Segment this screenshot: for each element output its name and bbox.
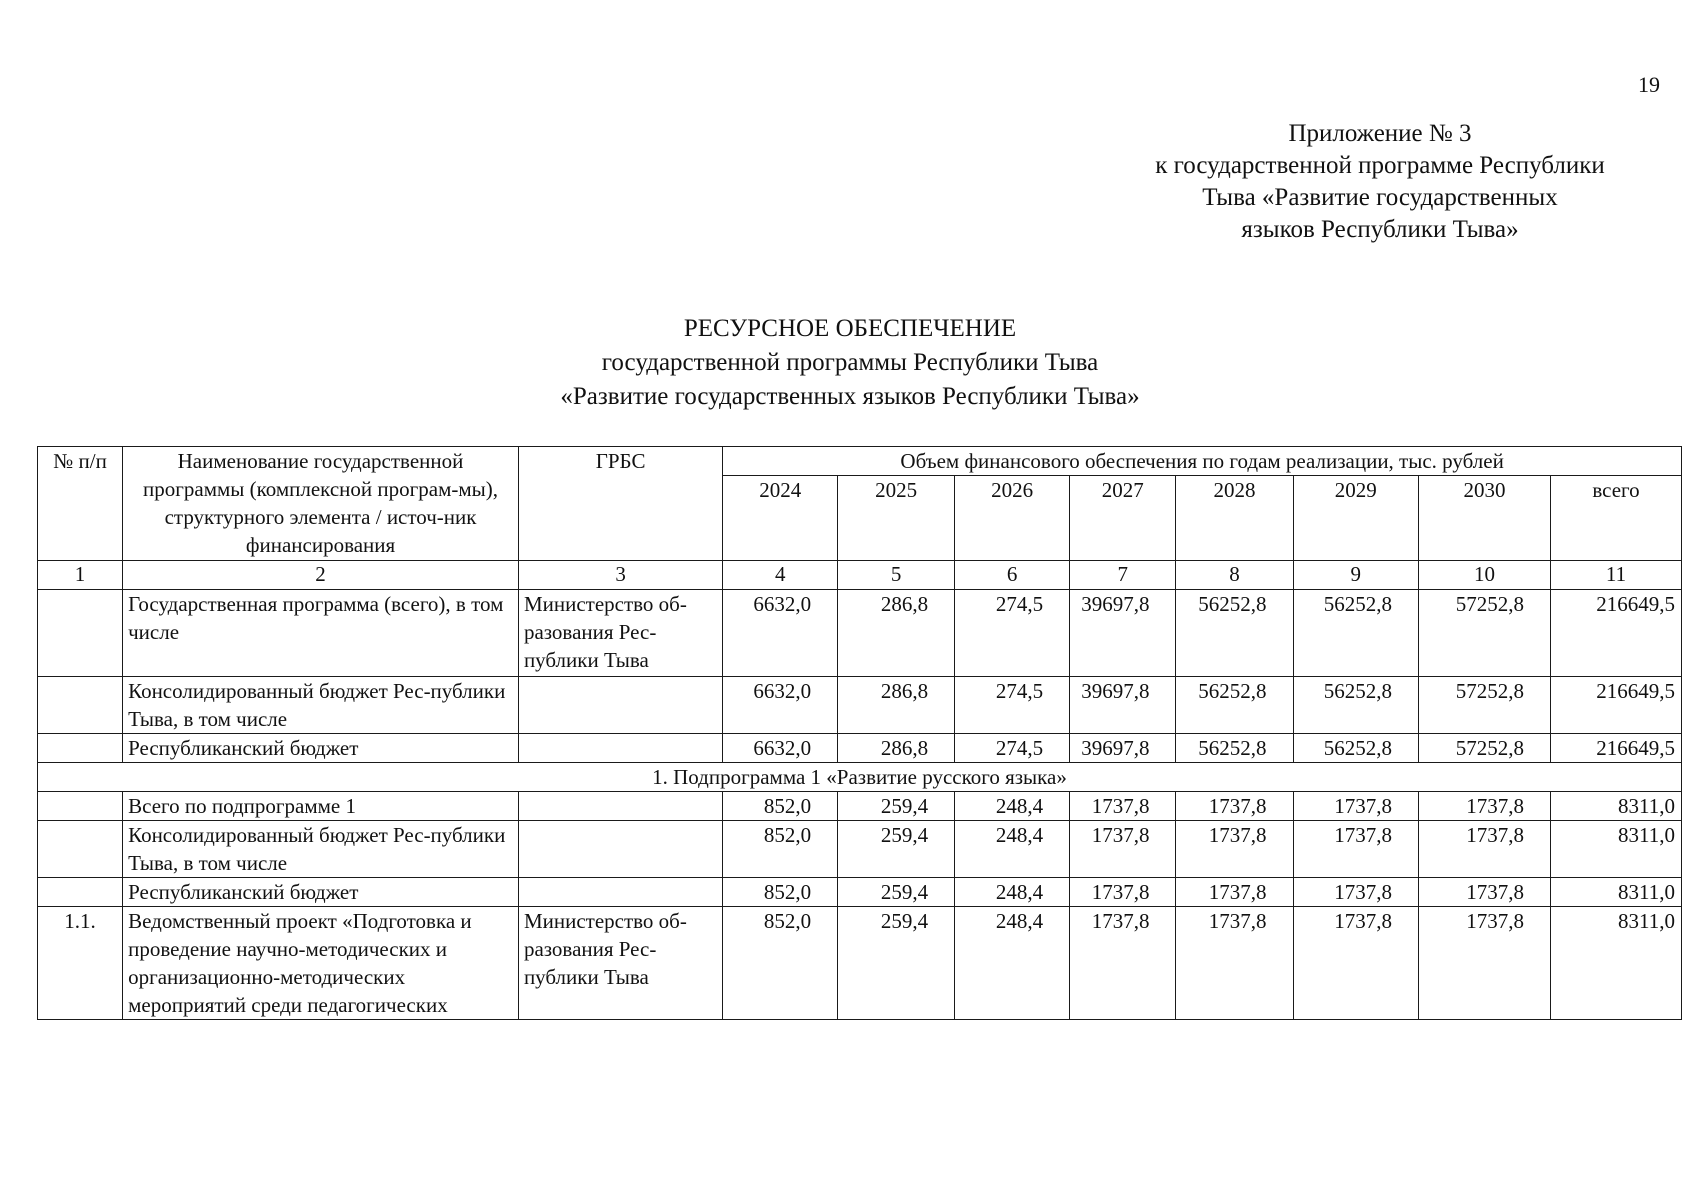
row-total-value: 216649,5	[1550, 677, 1681, 734]
row-year-value: 259,4	[838, 907, 955, 1020]
column-index: 9	[1293, 561, 1419, 590]
column-index: 2	[123, 561, 519, 590]
header-total: всего	[1550, 476, 1681, 561]
row-year-value: 57252,8	[1419, 590, 1551, 677]
row-year-value: 286,8	[838, 590, 955, 677]
row-year-value: 56252,8	[1293, 734, 1419, 763]
heading-line: РЕСУРСНОЕ ОБЕСПЕЧЕНИЕ	[683, 315, 1017, 342]
row-number: 1.1.	[38, 907, 123, 1020]
header-year: 2030	[1419, 476, 1551, 561]
appendix-line: Приложение № 3	[1288, 120, 1472, 147]
row-year-value: 39697,8	[1070, 590, 1176, 677]
row-year-value: 274,5	[955, 734, 1070, 763]
table-row	[38, 821, 1682, 878]
header-year: 2024	[723, 476, 838, 561]
row-grbs: Министерство об-разования Рес-публики Тыва	[518, 907, 722, 1020]
row-year-value: 39697,8	[1070, 677, 1176, 734]
row-year-value: 39697,8	[1070, 734, 1176, 763]
row-year-value: 57252,8	[1419, 734, 1551, 763]
row-year-value: 259,4	[838, 792, 955, 821]
header-year: 2029	[1293, 476, 1419, 561]
heading-line: «Развитие государственных языков Республики Тыва»	[560, 383, 1140, 410]
appendix-line: к государственной программе Республики	[1155, 152, 1605, 179]
row-year-value: 259,4	[838, 878, 955, 907]
row-year-value: 1737,8	[1419, 792, 1551, 821]
row-year-value: 1737,8	[1293, 792, 1419, 821]
row-year-value: 852,0	[723, 792, 838, 821]
row-year-value: 56252,8	[1176, 590, 1293, 677]
row-year-value: 1737,8	[1419, 821, 1551, 878]
row-grbs	[518, 792, 722, 821]
row-grbs: Министерство об-разования Рес-публики Тыва	[518, 590, 722, 677]
row-year-value: 56252,8	[1176, 677, 1293, 734]
row-name: Государственная программа (всего), в том числе	[123, 590, 519, 677]
heading-line: государственной программы Республики Тыва	[601, 349, 1099, 376]
row-total-value: 216649,5	[1550, 734, 1681, 763]
row-name: Республиканский бюджет	[123, 734, 519, 763]
row-total-value: 8311,0	[1550, 792, 1681, 821]
row-year-value: 1737,8	[1070, 878, 1176, 907]
row-year-value: 1737,8	[1070, 821, 1176, 878]
header-name: Наименование государственной программы (комплексной програм-мы), структурного элемента / источ-ник финансирования	[123, 447, 519, 561]
row-year-value: 1737,8	[1293, 878, 1419, 907]
page-number: 19	[1638, 72, 1660, 97]
table-row	[38, 590, 1682, 677]
row-number	[38, 590, 123, 677]
row-number	[38, 792, 123, 821]
appendix-note	[1100, 118, 1660, 246]
table-row	[38, 677, 1682, 734]
table-row	[38, 878, 1682, 907]
row-year-value: 56252,8	[1176, 734, 1293, 763]
financing-table	[37, 446, 1682, 1020]
row-total-value: 8311,0	[1550, 821, 1681, 878]
table-row	[38, 734, 1682, 763]
column-index: 8	[1176, 561, 1293, 590]
appendix-line: языков Республики Тыва»	[1241, 216, 1519, 243]
header-no: № п/п	[38, 447, 123, 561]
row-year-value: 6632,0	[723, 677, 838, 734]
column-index: 7	[1070, 561, 1176, 590]
row-name: Консолидированный бюджет Рес-публики Тыва, в том числе	[123, 821, 519, 878]
row-name: Республиканский бюджет	[123, 878, 519, 907]
section-title: 1. Подпрограмма 1 «Развитие русского языка»	[38, 763, 1682, 792]
header-grbs: ГРБС	[518, 447, 722, 561]
table-row	[38, 907, 1682, 1020]
row-name: Ведомственный проект «Подготовка и проведение научно-методических и организационно-методических мероприятий среди педагогических	[123, 907, 519, 1020]
header-year: 2026	[955, 476, 1070, 561]
column-index: 4	[723, 561, 838, 590]
row-name: Консолидированный бюджет Рес-публики Тыва, в том числе	[123, 677, 519, 734]
row-year-value: 852,0	[723, 878, 838, 907]
row-number	[38, 878, 123, 907]
row-total-value: 216649,5	[1550, 590, 1681, 677]
section-row	[38, 763, 1682, 792]
header-year: 2025	[838, 476, 955, 561]
row-year-value: 852,0	[723, 821, 838, 878]
row-number	[38, 821, 123, 878]
header-volume: Объем финансового обеспечения по годам реализации, тыс. рублей	[723, 447, 1682, 476]
row-year-value: 1737,8	[1293, 907, 1419, 1020]
row-year-value: 1737,8	[1419, 907, 1551, 1020]
column-index: 6	[955, 561, 1070, 590]
column-index: 3	[518, 561, 722, 590]
row-grbs	[518, 821, 722, 878]
row-grbs	[518, 878, 722, 907]
row-year-value: 1737,8	[1293, 821, 1419, 878]
row-year-value: 1737,8	[1070, 907, 1176, 1020]
row-year-value: 259,4	[838, 821, 955, 878]
column-index: 5	[838, 561, 955, 590]
header-year: 2027	[1070, 476, 1176, 561]
row-number	[38, 677, 123, 734]
row-year-value: 274,5	[955, 590, 1070, 677]
column-index: 10	[1419, 561, 1551, 590]
row-year-value: 1737,8	[1176, 821, 1293, 878]
row-total-value: 8311,0	[1550, 907, 1681, 1020]
row-name: Всего по подпрограмме 1	[123, 792, 519, 821]
row-number	[38, 734, 123, 763]
row-year-value: 1737,8	[1070, 792, 1176, 821]
row-year-value: 248,4	[955, 907, 1070, 1020]
header-year: 2028	[1176, 476, 1293, 561]
row-year-value: 57252,8	[1419, 677, 1551, 734]
document-heading	[420, 312, 1280, 414]
row-year-value: 1737,8	[1176, 792, 1293, 821]
row-year-value: 6632,0	[723, 590, 838, 677]
appendix-line: Тыва «Развитие государственных	[1202, 184, 1558, 211]
row-year-value: 56252,8	[1293, 590, 1419, 677]
row-year-value: 1737,8	[1176, 878, 1293, 907]
row-year-value: 248,4	[955, 878, 1070, 907]
row-year-value: 248,4	[955, 821, 1070, 878]
row-year-value: 56252,8	[1293, 677, 1419, 734]
row-year-value: 274,5	[955, 677, 1070, 734]
row-year-value: 286,8	[838, 734, 955, 763]
row-year-value: 286,8	[838, 677, 955, 734]
row-year-value: 1737,8	[1176, 907, 1293, 1020]
row-year-value: 852,0	[723, 907, 838, 1020]
row-grbs	[518, 677, 722, 734]
row-year-value: 248,4	[955, 792, 1070, 821]
row-total-value: 8311,0	[1550, 878, 1681, 907]
column-index: 11	[1550, 561, 1681, 590]
column-index: 1	[38, 561, 123, 590]
row-year-value: 6632,0	[723, 734, 838, 763]
row-year-value: 1737,8	[1419, 878, 1551, 907]
table-row	[38, 792, 1682, 821]
row-grbs	[518, 734, 722, 763]
